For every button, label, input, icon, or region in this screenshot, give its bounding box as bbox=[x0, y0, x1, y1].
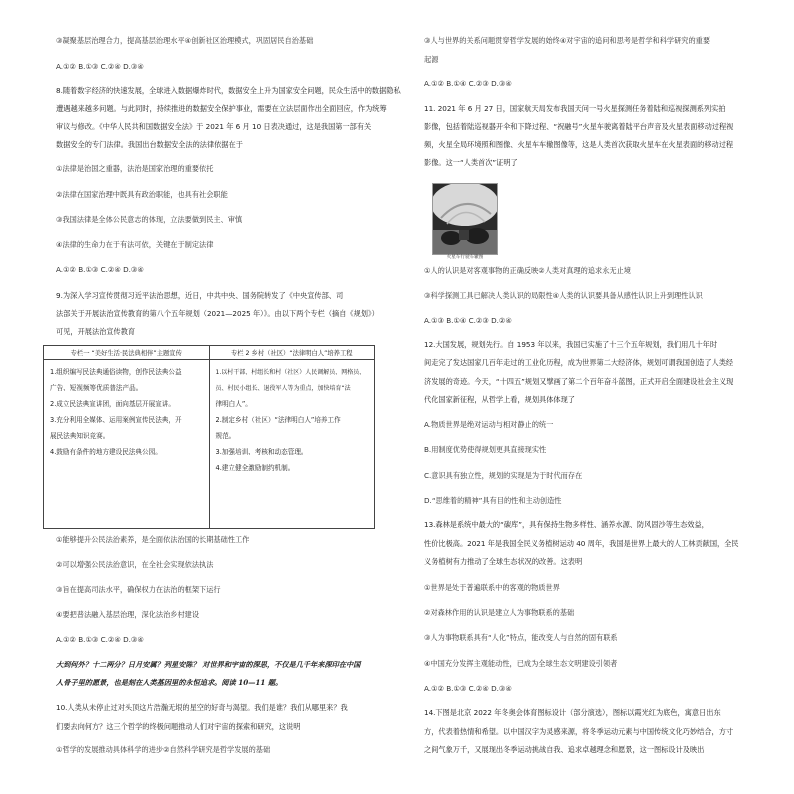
question-text: 济发展的奇迹。今天，“十四五”规划又擘画了第二个百年奋斗蓝图，正式开启全面建设社会主义现 bbox=[424, 377, 734, 386]
question-text: 影像。这一“人类首次”证明了 bbox=[424, 158, 518, 167]
table-item: 1.以村干部、村组长和村（社区）人民调解员、网格员、 bbox=[215, 369, 366, 376]
option-line: ③科学探测工具已解决人类认识的局限性④人类的认识要具备从感性认识上升到理性认识 bbox=[424, 291, 703, 300]
table-item: 3.加强培训、考核和动态管理。 bbox=[215, 448, 308, 456]
option-line: ②可以增强公民法治意识，在全社会实现依法执法 bbox=[56, 560, 214, 569]
answer-choices: A.①② B.①③ C.②④ D.③④ bbox=[56, 265, 144, 274]
question-text: 13.森林是系统中最大的“碳库”，具有保持生物多样性、涵养水源、防风固沙等生态效益， bbox=[424, 520, 709, 529]
question-text: 频，火星全局环境照和图像、火星车车辙图像等，这是人类首次获取火星车在火星表面的移动过程 bbox=[424, 140, 734, 149]
mars-rover-track-photo bbox=[432, 183, 498, 255]
answer-choices: A.①② B.①③ C.②④ D.③④ bbox=[56, 62, 144, 71]
option-line: C.意识具有独立性，规划的实现是为于时代而存在 bbox=[424, 471, 583, 480]
option-line: ①哲学的发展推动具体科学的进步②自然科学研究是哲学发展的基础 bbox=[56, 745, 271, 754]
question-text: 8.随着数字经济的快速发展，全球进入数据爆炸时代，数据安全上升为国家安全问题，民众生活中的数据隐私 bbox=[56, 86, 401, 95]
table-item: 员、村民小组长、退役军人等为重点，加快培育“法 bbox=[215, 385, 351, 392]
question-text: 方，代表着热情和希望。以中国汉字为灵感来源，将冬季运动元素与中国传统文化巧妙结合，方寸 bbox=[424, 727, 734, 736]
question-text: 之间气象万千，又展现出冬季运动挑战自我、追求卓越理念和愿景，这一图标设计及映出 bbox=[424, 745, 705, 754]
question-text: 影像，包括着陆巡视器开伞和下降过程、“祝融号”火星车驶离着陆平台声音及火星表面移动过程视 bbox=[424, 122, 734, 131]
mars-surface-image bbox=[433, 184, 497, 254]
table-header-col1: 专栏一 “美好生活·民法典相伴”主题宣传 bbox=[44, 346, 210, 360]
reading-note: 人骨子里的愿景，也是刻在人类基因里的永恒追求。阅读 10—11 题。 bbox=[56, 678, 283, 687]
option-line: B.用制度优势使得规划更具直接现实性 bbox=[424, 445, 547, 454]
table-cell-col2 bbox=[209, 360, 375, 529]
reading-note: 大到何外？十二两分？日月安属？列星安陈？ 对世界和宇宙的深思，不仅是几千年来深印在中国 bbox=[56, 660, 361, 669]
question-text: 遭遇越来越多问题。与此同时，持续推进的数据安全保护事业，需要在立法层面作出全面回应，作为统筹 bbox=[56, 104, 387, 113]
option-line: ③旨在提高司法水平，确保权力在法治的框架下运行 bbox=[56, 585, 221, 594]
photo-caption: 火星车行驶车辙图 bbox=[446, 255, 484, 260]
answer-choices: A.①② B.①③ C.②④ D.③④ bbox=[424, 684, 512, 693]
question-text: 11. 2021 年 6 月 27 日，国家航天局发布我国天问一号火星探测任务着陆和巡视探测系列实拍 bbox=[424, 104, 726, 113]
question-text: 间走完了发达国家几百年走过的工业化历程，成为世界第二大经济体，规划可谓我国创造了人类经 bbox=[424, 358, 734, 367]
option-line: ①人的认识是对客观事物的正确反映②人类对真理的追求永无止境 bbox=[424, 266, 631, 275]
question-text: 数据安全的专门法律。我国出台数据安全法的法律依据在于 bbox=[56, 140, 243, 149]
question-text: 10.人类从未停止过对头顶这片浩瀚无垠的星空的好奇与渴望。我们是谁？我们从哪里来？我 bbox=[56, 703, 348, 712]
option-line: 起源 bbox=[424, 55, 439, 64]
table-item: 律明白人”。 bbox=[215, 400, 252, 408]
option-line: ③凝聚基层治理合力，提高基层治理水平④创新社区治理模式，巩固居民自治基础 bbox=[56, 36, 314, 45]
question-text: 14.下图是北京 2022 年冬奥会体育图标设计（部分演选），图标以霞光红为底色，寓意日出东 bbox=[424, 708, 721, 717]
option-line: ③人与世界的关系问题贯穿哲学发展的始终④对宇宙的追问和思考是哲学和科学研究的重要 bbox=[424, 36, 711, 45]
table-item: 4.鼓励有条件的地方建设民法典公园。 bbox=[50, 448, 162, 456]
columns-table bbox=[43, 345, 375, 529]
table-item: 规范。 bbox=[215, 432, 236, 440]
question-text: 法部关于开展法治宣传教育的第八个五年规划（2021—2025 年）》。由以下两个专栏（摘自《规划》） bbox=[56, 309, 379, 318]
question-text: 义务植树有力推动了全球生态状况的改善。这表明 bbox=[424, 557, 583, 566]
table-item: 2.成立民法典宣讲团，面向基层开展宣讲。 bbox=[50, 400, 175, 408]
option-line: ④中国充分发挥主观能动性，已成为全球生态文明建设引领者 bbox=[424, 659, 618, 668]
question-text: 12.大国发展，规划先行。自 1953 年以来，我国已实施了十三个五年规划，我们用几十年时 bbox=[424, 340, 718, 349]
question-text: 9.为深入学习宣传贯彻习近平法治思想，近日，中共中央、国务院转发了《中央宣传部、司 bbox=[56, 291, 344, 300]
table-item: 4.建立健全激励制约机制。 bbox=[215, 464, 295, 472]
option-line: ①法律是治国之重器，法治是国家治理的重要依托 bbox=[56, 164, 214, 173]
option-line: A.物质世界是绝对运动与相对静止的统一 bbox=[424, 420, 554, 429]
question-text: 可见，开展法治宣传教育 bbox=[56, 327, 136, 336]
answer-choices: A.①② B.①③ C.②④ D.③④ bbox=[56, 635, 144, 644]
option-line: ③我国法律是全体公民意志的体现，立法要做到民主、审慎 bbox=[56, 215, 243, 224]
question-text: 代化国家新征程，从哲学上看，规划具体体现了 bbox=[424, 395, 575, 404]
option-line: ①世界是处于普遍联系中的客观的物质世界 bbox=[424, 583, 560, 592]
table-header-col2: 专栏 2 乡村（社区）“法律明白人”培养工程 bbox=[209, 346, 375, 360]
answer-choices: A.①② B.①④ C.②③ D.③④ bbox=[424, 79, 512, 88]
option-line: ②对森林作用的认识是建立人为事物联系的基础 bbox=[424, 608, 575, 617]
option-line: ④法律的生命力在于有法可依，关键在于制定法律 bbox=[56, 240, 214, 249]
option-line: ④要把普法融入基层治理，深化法治乡村建设 bbox=[56, 610, 200, 619]
option-line: ③人为事物联系具有“人化”特点，能改变人与自然的固有联系 bbox=[424, 633, 618, 642]
question-text: 们要去向何方？这三个哲学的终极问题推动人们对宇宙的探索和研究，这说明 bbox=[56, 722, 301, 731]
table-item: 3.充分利用全媒体、运用案例宣传民法典，开 bbox=[50, 416, 182, 424]
option-line: ②法律在国家治理中既具有政治职能，也具有社会职能 bbox=[56, 190, 228, 199]
question-text: 性价比极高。2021 年是我国全民义务植树运动 40 周年，我国是世界上最大的人工林贡献国，全民 bbox=[424, 539, 739, 548]
table-item: 2.制定乡村（社区）“法律明白人”培养工作 bbox=[215, 416, 341, 424]
question-text: 审议与修改。《中华人民共和国数据安全法》于 2021 年 6 月 10 日表决通过，这是我国第一部有关 bbox=[56, 122, 372, 131]
table-item: 展民法典知识竞赛。 bbox=[50, 432, 110, 440]
option-line: ①能够提升公民法治素养，是全面依法治国的长期基础性工作 bbox=[56, 535, 250, 544]
table-item: 广告、短视频等优质普法产品。 bbox=[50, 384, 143, 392]
answer-choices: A.①③ B.①④ C.②③ D.②④ bbox=[424, 316, 512, 325]
table-item: 1.组织编写民法典通俗读物，创作民法典公益 bbox=[50, 368, 182, 376]
option-line: D.“思维着的精神”具有目的性和主动创造性 bbox=[424, 496, 562, 505]
table-cell-col1 bbox=[44, 360, 210, 529]
